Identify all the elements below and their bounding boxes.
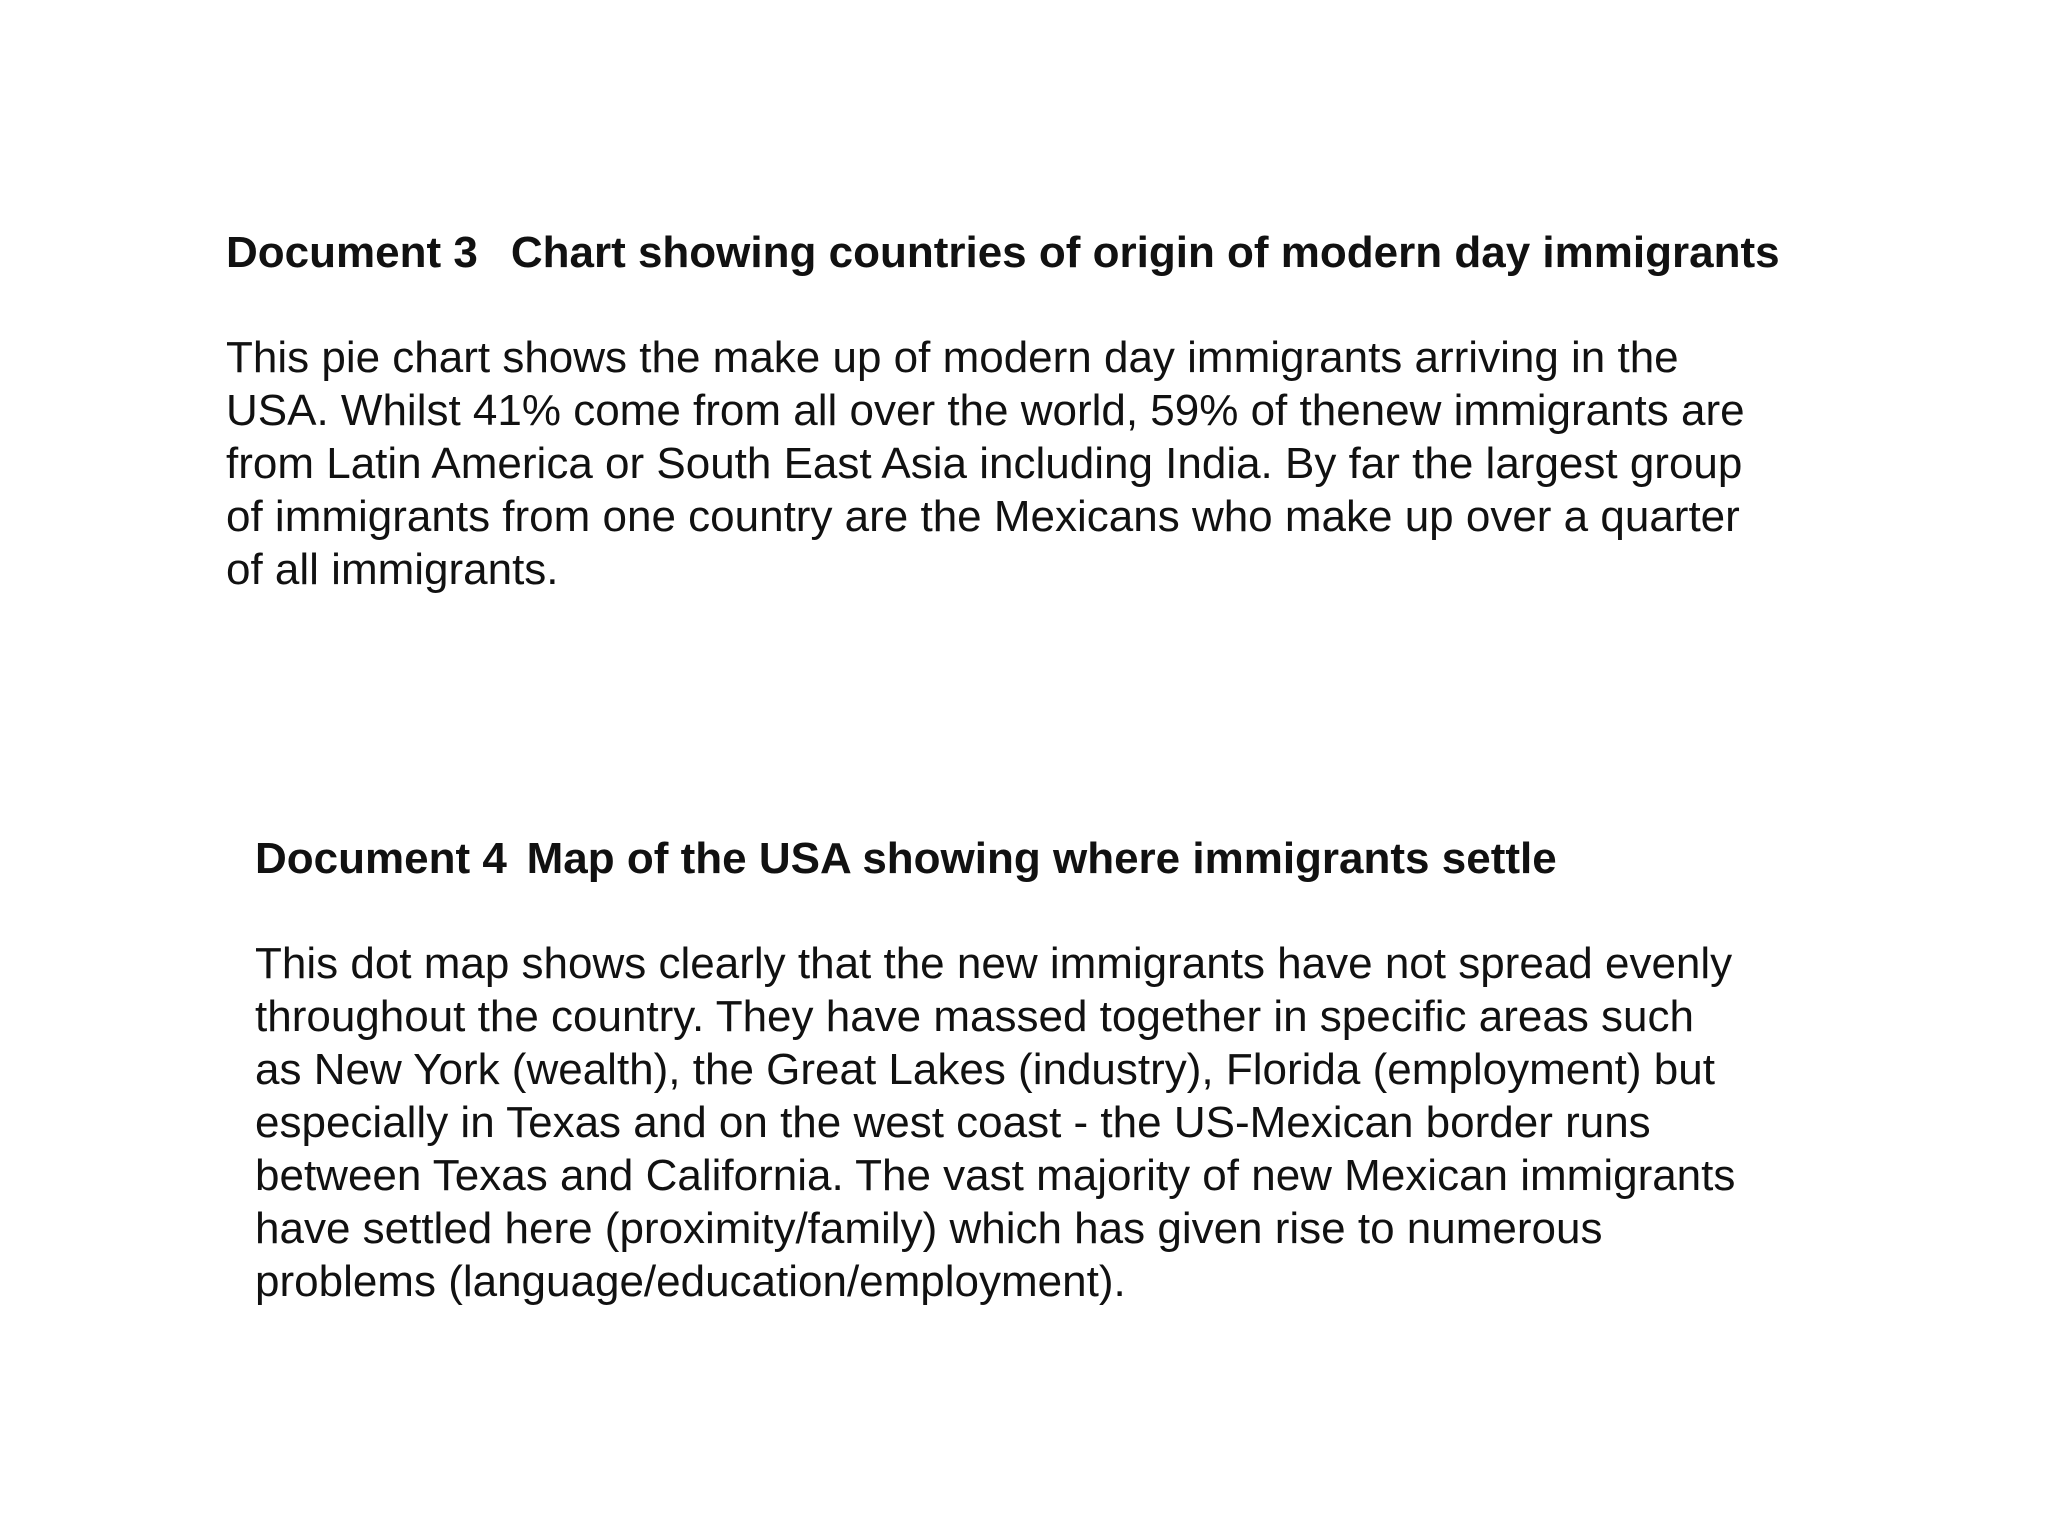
document-3-number: Document 3 (226, 228, 478, 277)
document-3-line: from Latin America or South East Asia including India. By far the largest group (226, 439, 1743, 488)
document-3-line: of immigrants from one country are the Mexicans who make up over a quarter (226, 492, 1740, 541)
document-3-description (226, 331, 1866, 596)
document-3-line: of all immigrants. (226, 545, 559, 594)
document-4-line: have settled here (proximity/family) which has given rise to numerous (255, 1204, 1603, 1253)
document-3-heading (226, 226, 1866, 280)
document-4-number: Document 4 (255, 834, 507, 883)
document-4-line: This dot map shows clearly that the new immigrants have not spread evenly (255, 939, 1733, 988)
document-3-line: This pie chart shows the make up of modern day immigrants arriving in the (226, 333, 1679, 382)
document-4-line: throughout the country. They have massed together in specific areas such (255, 992, 1694, 1041)
document-4-line: as New York (wealth), the Great Lakes (industry), Florida (employment) but (255, 1045, 1715, 1094)
document-4-line: between Texas and California. The vast majority of new Mexican immigrants (255, 1151, 1736, 1200)
document-4-heading (255, 832, 1895, 886)
document-4-description (255, 937, 1895, 1308)
document-3-section (226, 226, 1866, 596)
document-3-line: USA. Whilst 41% come from all over the world, 59% of thenew immigrants are (226, 386, 1745, 435)
document-4-section (255, 832, 1895, 1308)
document-4-line: problems (language/education/employment). (255, 1257, 1126, 1306)
document-4-title: Map of the USA showing where immigrants settle (526, 834, 1557, 883)
document-3-title: Chart showing countries of origin of modern day immigrants (510, 228, 1780, 277)
document-4-line: especially in Texas and on the west coast - the US-Mexican border runs (255, 1098, 1651, 1147)
